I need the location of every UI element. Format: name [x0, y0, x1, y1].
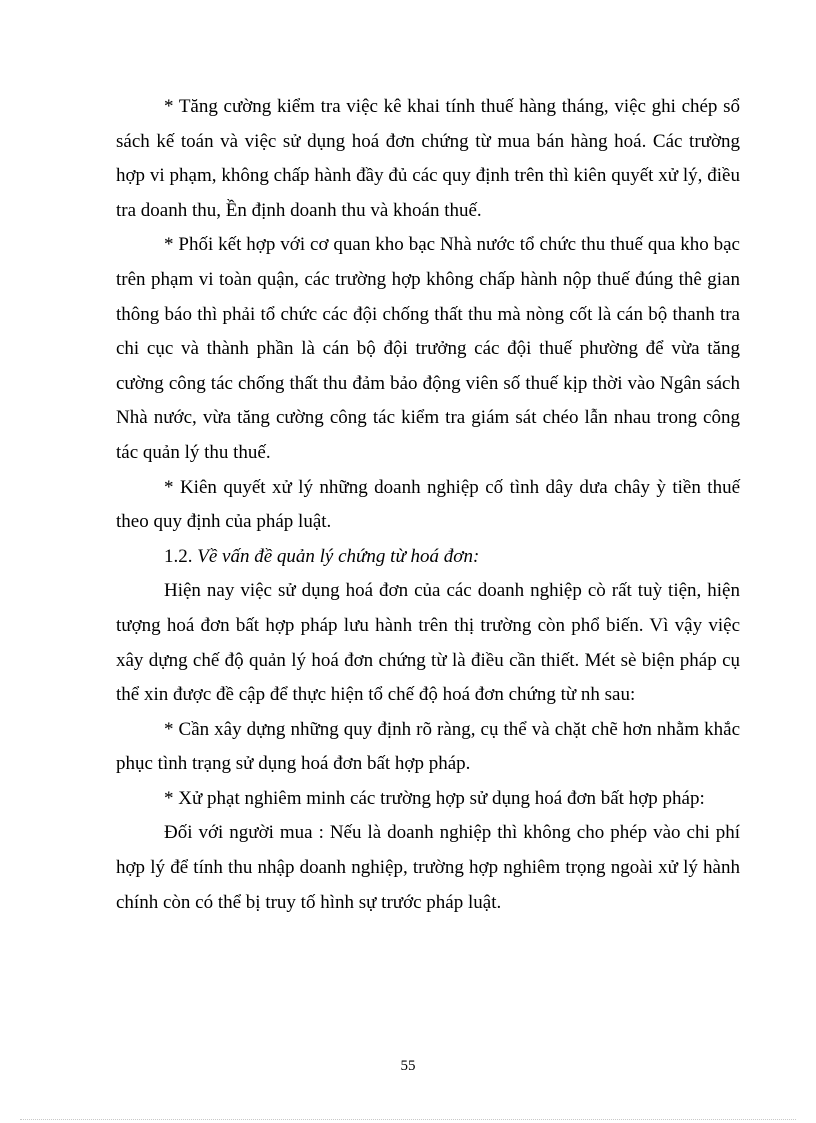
- paragraph-buyer-penalty: Đối với người mua : Nếu là doanh nghiệp thì không cho phép vào chi phí hợp lý để tính thu nhập doanh nghiệp, trường hợp nghiêm trọng ngoài xử lý hành chính còn có thể bị truy tố hình sự trước pháp luật.: [116, 822, 740, 913]
- body-text: [116, 90, 740, 920]
- section-number: 1.2.: [164, 545, 193, 567]
- paragraph-treasury-coordination: * Phối kết hợp với cơ quan kho bạc Nhà nước tổ chức thu thuế qua kho bạc trên phạm vi toàn quận, các trường hợp không chấp hành nộp thuế đúng thê gian thông báo thì phải tổ chức các đội chống thất thu mà nòng cốt là cán bộ thanh tra chi cục và thành phần là cán bộ đội trưởng các đội thuế phường để vừa tăng cường công tác chống thất thu đảm bảo động viên số thuế kịp thời vào Ngân sách Nhà nước, vừa tăng cường công tác kiểm tra giám sát chéo lẫn nhau trong công tác quản lý thu thuế.: [116, 234, 740, 463]
- section-title: Về vấn đề quản lý chứng từ hoá đơn:: [197, 545, 480, 567]
- paragraph-invoice-situation: Hiện nay việc sử dụng hoá đơn của các doanh nghiệp cò rất tuỳ tiện, hiện tượng hoá đơn bất hợp pháp lưu hành trên thị trường còn phổ biến. Vì vậy việc xây dựng chế độ quản lý hoá đơn chứng từ là điều cần thiết. Mét sè biện pháp cụ thể xin được đề cập để thực hiện tổ chế độ hoá đơn chứng từ nh sau:: [116, 580, 740, 706]
- page-number: 55: [400, 1058, 416, 1074]
- paragraph-clear-regulations: * Cần xây dựng những quy định rõ ràng, cụ thể và chặt chẽ hơn nhằm khắc phục tình trạng sử dụng hoá đơn bất hợp pháp.: [116, 718, 740, 775]
- paragraph-enforcement: * Kiên quyết xử lý những doanh nghiệp cố tình dây dưa chây ỳ tiền thuế theo quy định của pháp luật.: [116, 476, 740, 533]
- paragraph-tax-inspection: * Tăng cường kiểm tra việc kê khai tính thuế hàng tháng, việc ghi chép sổ sách kế toán và việc sử dụng hoá đơn chứng từ mua bán hàng hoá. Các trường hợp vi phạm, không chấp hành đầy đủ các quy định trên thì kiên quyết xử lý, điều tra doanh thu, Ền định doanh thu và khoán thuế.: [116, 96, 740, 221]
- section-heading: [116, 540, 740, 575]
- paragraph-strict-penalties: * Xử phạt nghiêm minh các trường hợp sử dụng hoá đơn bất hợp pháp:: [164, 787, 705, 809]
- page-bottom-divider: [20, 1119, 796, 1120]
